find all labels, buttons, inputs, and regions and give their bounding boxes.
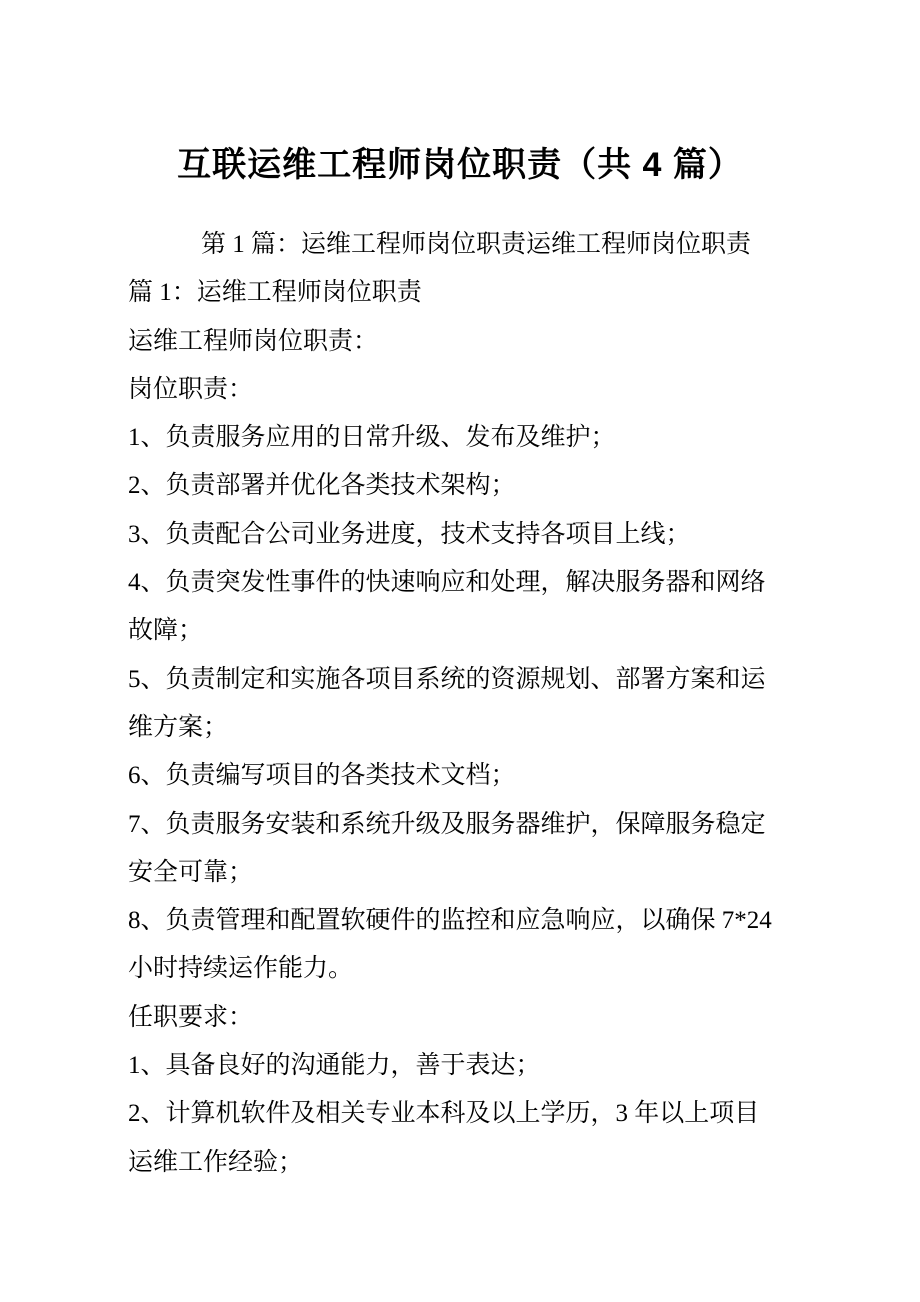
text-line: 2、负责部署并优化各类技术架构； — [128, 472, 516, 500]
text-line: 3、负责配合公司业务进度，技术支持各项目上线； — [128, 520, 691, 548]
text-line: 维方案； — [128, 713, 229, 741]
text-line: 小时持续运作能力。 — [128, 955, 354, 983]
text-line: 6、负责编写项目的各类技术文档； — [128, 762, 516, 790]
text-line: 5、负责制定和实施各项目系统的资源规划、部署方案和运 — [128, 665, 766, 693]
text-line: 1、负责服务应用的日常升级、发布及维护； — [128, 424, 616, 452]
text-line: 2、计算机软件及相关专业本科及以上学历，3 年以上项目 — [128, 1100, 760, 1128]
text-line: 4、负责突发性事件的快速响应和处理，解决服务器和网络 — [128, 569, 766, 597]
text-line: 篇 1：运维工程师岗位职责 — [128, 279, 422, 307]
text-line: 故障； — [128, 617, 204, 645]
document-body — [128, 221, 800, 1187]
text-line: 运维工程师岗位职责： — [128, 327, 379, 355]
text-line: 岗位职责： — [128, 375, 254, 403]
text-line: 运维工作经验； — [128, 1148, 304, 1176]
text-line: 第 1 篇：运维工程师岗位职责运维工程师岗位职责 — [201, 231, 752, 258]
text-line: 8、负责管理和配置软硬件的监控和应急响应，以确保 7*24 — [128, 907, 772, 935]
text-line: 1、具备良好的沟通能力，善于表达； — [128, 1052, 541, 1080]
text-line: 安全可靠； — [128, 858, 254, 886]
text-line: 任职要求： — [128, 1003, 254, 1031]
document-title: 互联运维工程师岗位职责（共 4 篇） — [177, 146, 743, 184]
text-line: 7、负责服务安装和系统升级及服务器维护，保障服务稳定 — [128, 810, 766, 838]
